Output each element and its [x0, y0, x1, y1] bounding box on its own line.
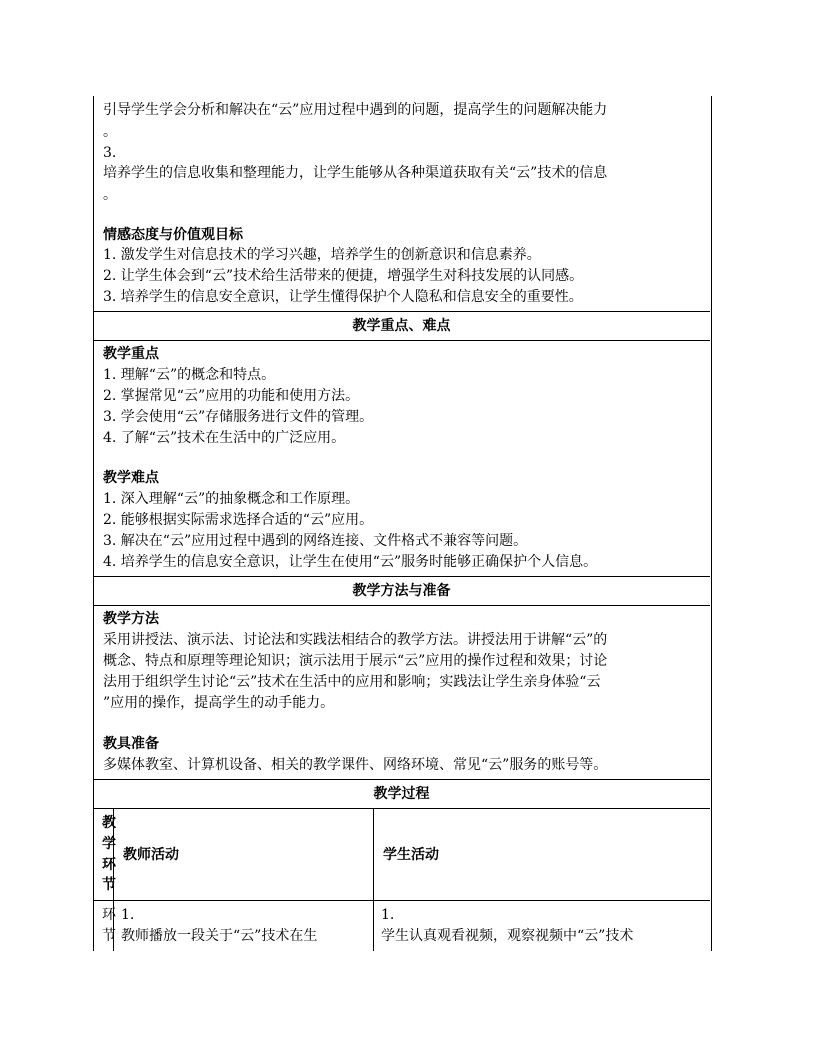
table-divider: [93, 340, 710, 341]
table-divider: [93, 311, 710, 312]
teacher-step-text: 教师播放一段关于“云”技术在生: [121, 928, 318, 944]
section-header-process: 教学过程: [373, 786, 430, 802]
goal-text-line: 引导学生学会分析和解决在“云”应用过程中遇到的问题，提高学生的问题解决能力: [103, 102, 608, 118]
goal-text-line: 。: [103, 187, 117, 203]
stage-header-char: 学: [102, 836, 116, 852]
focus-item: 1. 理解“云”的概念和特点。: [103, 367, 276, 383]
goal-text-line: 培养学生的信息收集和整理能力，让学生能够从各种渠道获取有关“云”技术的信息: [103, 165, 608, 181]
tools-text: 多媒体教室、计算机设备、相关的教学课件、网络环境、常见“云”服务的账号等。: [103, 757, 608, 773]
method-text-line: 法用于组织学生讨论“云”技术在生活中的应用和影响；实践法让学生亲身体验“云: [103, 674, 601, 690]
stage-row-char: 节: [102, 928, 116, 944]
table-divider: [93, 779, 710, 780]
stage-header-char: 节: [102, 877, 116, 893]
column-divider: [373, 808, 374, 951]
emotion-goals-title: 情感态度与价值观目标: [103, 227, 243, 243]
difficulty-item: 4. 培养学生的信息安全意识，让学生在使用“云”服务时能够正确保护个人信息。: [103, 554, 598, 570]
table-divider: [93, 900, 710, 901]
method-text-line: ”应用的操作，提高学生的动手能力。: [103, 695, 335, 711]
student-activity-header: 学生活动: [383, 847, 439, 863]
stage-header-char: 环: [102, 857, 116, 873]
emotion-goal-item: 3. 培养学生的信息安全意识，让学生懂得保护个人隐私和信息安全的重要性。: [103, 289, 583, 305]
goal-text-line: 。: [103, 124, 117, 140]
tools-title: 教具准备: [103, 736, 159, 752]
difficulty-item: 3. 解决在“云”应用过程中遇到的网络连接、文件格式不兼容等问题。: [103, 533, 528, 549]
student-step-number: 1.: [381, 907, 395, 923]
stage-header-char: 教: [102, 815, 116, 831]
goal-text-line: 3.: [103, 145, 117, 161]
focus-item: 2. 掌握常见“云”应用的功能和使用方法。: [103, 388, 360, 404]
method-text-line: 采用讲授法、演示法、讨论法和实践法相结合的教学方法。讲授法用于讲解“云”的: [103, 632, 608, 648]
method-title: 教学方法: [103, 611, 159, 627]
difficulty-item: 1. 深入理解“云”的抽象概念和工作原理。: [103, 491, 360, 507]
student-step-text: 学生认真观看视频，观察视频中“云”技术: [381, 928, 634, 944]
table-divider: [93, 605, 710, 606]
section-header-key-points: 教学重点、难点: [352, 318, 451, 334]
emotion-goal-item: 1. 激发学生对信息技术的学习兴趣，培养学生的创新意识和信息素养。: [103, 247, 541, 263]
emotion-goal-item: 2. 让学生体会到“云”技术给生活带来的便捷，增强学生对科技发展的认同感。: [103, 268, 584, 284]
method-text-line: 概念、特点和原理等理论知识；演示法用于展示“云”应用的操作过程和效果；讨论: [103, 653, 608, 669]
table-divider: [93, 576, 710, 577]
focus-title: 教学重点: [103, 346, 159, 362]
teacher-step-number: 1.: [121, 907, 135, 923]
difficulty-title: 教学难点: [103, 470, 159, 486]
table-divider: [93, 808, 710, 809]
difficulty-item: 2. 能够根据实际需求选择合适的“云”应用。: [103, 512, 374, 528]
stage-row-char: 环: [102, 907, 116, 923]
teacher-activity-header: 教师活动: [123, 847, 179, 863]
focus-item: 3. 学会使用“云”存储服务进行文件的管理。: [103, 409, 374, 425]
section-header-methods: 教学方法与准备: [352, 583, 451, 599]
focus-item: 4. 了解“云”技术在生活中的广泛应用。: [103, 430, 346, 446]
